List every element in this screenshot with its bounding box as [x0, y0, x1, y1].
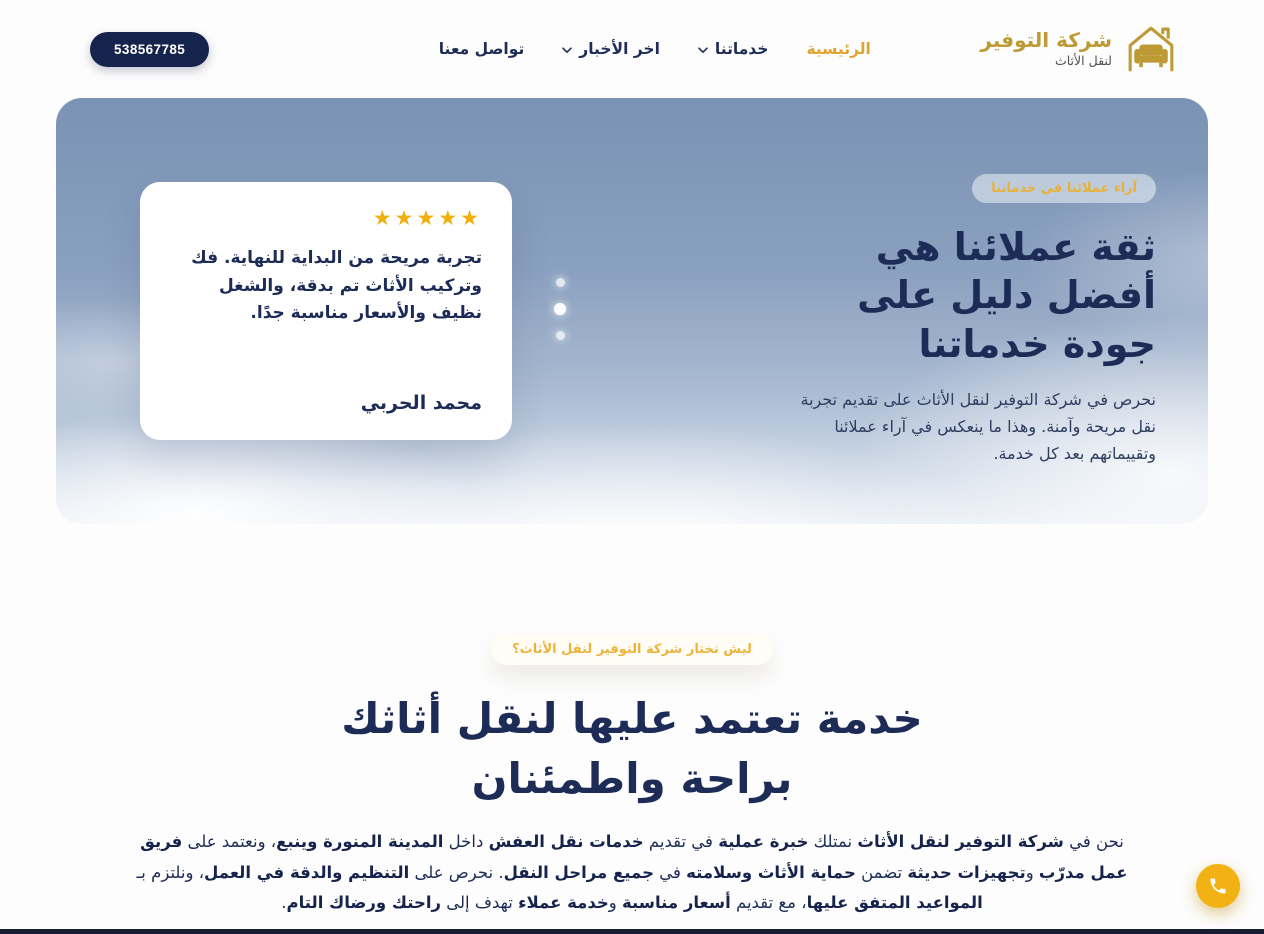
- phone-icon: [1208, 876, 1228, 896]
- phone-number-button[interactable]: 538567785: [90, 32, 209, 67]
- carousel-dot-active[interactable]: [554, 303, 566, 315]
- chevron-down-icon: [562, 47, 572, 54]
- hero-text-block: [784, 174, 1156, 483]
- chevron-down-icon: [698, 47, 708, 54]
- nav-item-news[interactable]: [562, 40, 660, 58]
- nav-item-label: الرئيسية: [806, 40, 871, 58]
- nav-item-services[interactable]: [698, 40, 769, 58]
- floating-call-button[interactable]: [1196, 864, 1240, 908]
- why-heading: خدمة تعتمد عليها لنقل أثاثك براحة واطمئنان: [341, 694, 923, 804]
- logo-subtitle: لنقل الأثاث: [1054, 53, 1112, 69]
- top-navbar: [0, 0, 1264, 98]
- logo[interactable]: [980, 21, 1180, 77]
- carousel-dot[interactable]: [556, 331, 565, 340]
- why-badge: ليش تختار شركة التوفير لنقل الأثاث؟: [491, 634, 773, 665]
- carousel-dot[interactable]: [556, 278, 565, 287]
- main-nav: [439, 40, 871, 58]
- why-paragraph: نحن في شركة التوفير لنقل الأثاث نمتلك خبرة عملية في تقديم خدمات نقل العفش داخل المدينة المنورة وينبع، ونعتمد على فريق عمل مدرّب وتجهيزات حديثة تضمن حماية الأثاث وسلامته في جميع مراحل النقل. نحرص على التنظيم والدقة في العمل، ونلتزم بـ المواعيد المتفق عليها، مع تقديم أسعار مناسبة وخدمة عملاء تهدف إلى راحتك ورضاك التام.: [136, 832, 1128, 913]
- carousel-dots: [554, 278, 566, 340]
- hero-heading: ثقة عملائنا هي أفضل دليل على جودة خدماتنا: [857, 225, 1156, 366]
- house-sofa-icon: [1122, 21, 1180, 77]
- hero-paragraph: نحرص في شركة التوفير لنقل الأثاث على تقديم تجربة نقل مريحة وآمنة. وهذا ما ينعكس في آراء عملائنا وتقييماتهم بعد كل خدمة.: [800, 389, 1156, 464]
- footer-top-edge: [0, 929, 1264, 934]
- testimonial-quote: تجربة مريحة من البداية للنهاية. فك وتركيب الأثاث تم بدقة، والشغل نظيف والأسعار مناسبة جدًا.: [191, 248, 482, 324]
- hero-testimonials-section: [56, 98, 1208, 524]
- why-choose-us-section: [0, 634, 1264, 919]
- logo-title: شركة التوفير: [980, 28, 1112, 53]
- hero-badge: آراء عملائنا في خدماتنا: [972, 174, 1156, 203]
- testimonial-author: محمد الحربي: [360, 392, 482, 414]
- testimonial-card: [140, 182, 512, 440]
- star-rating-icons: ★★★★★: [372, 206, 482, 230]
- nav-item-contact[interactable]: [439, 40, 525, 58]
- nav-item-label: تواصل معنا: [438, 40, 525, 58]
- nav-item-label: خدماتنا: [714, 40, 769, 58]
- nav-item-home[interactable]: [806, 40, 870, 58]
- nav-item-label: اخر الأخبار: [579, 40, 660, 58]
